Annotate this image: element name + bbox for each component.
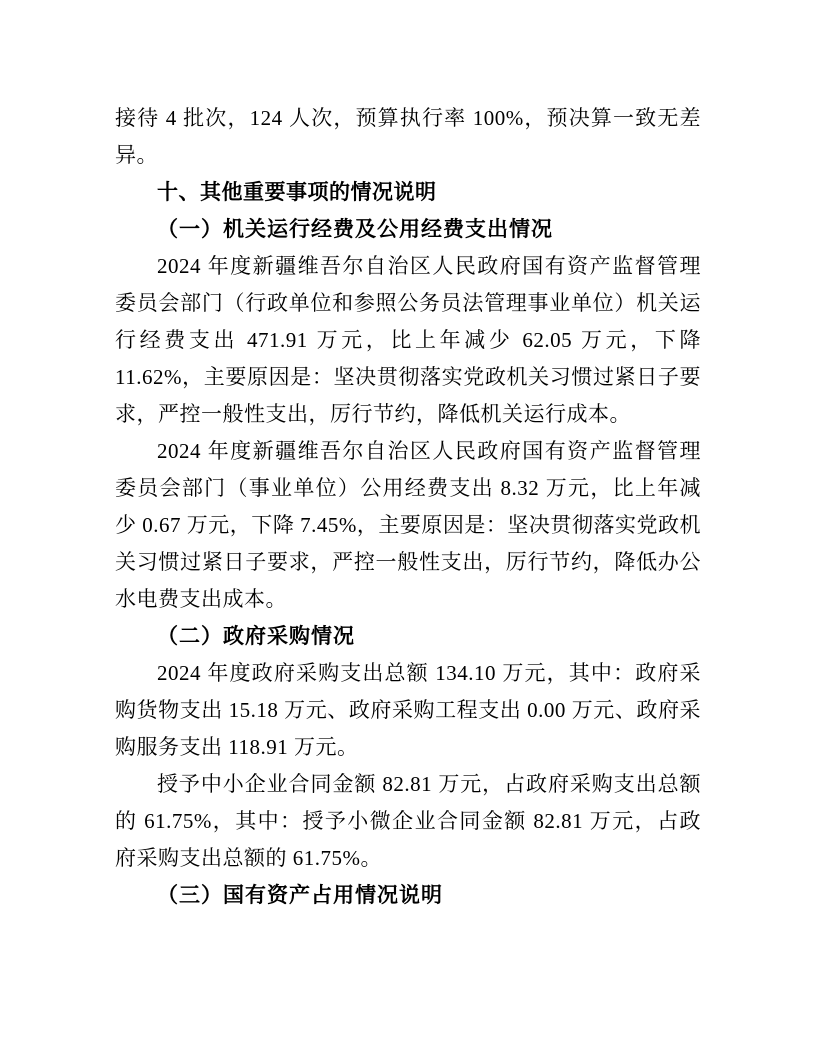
paragraph-sme-contract-amounts: 授予中小企业合同金额 82.81 万元，占政府采购支出总额的 61.75%，其中：授予小微企业合同金额 82.81 万元，占政府采购支出总额的 61.75%。 <box>115 772 701 870</box>
paragraph-agency-operating-expense: 2024 年度新疆维吾尔自治区人民政府国有资产监督管理委员会部门（行政单位和参照公务员法管理事业单位）机关运行经费支出 471.91 万元，比上年减少 62.05 万元，下降 11.62%，主要原因是：坚决贯彻落实党政机关习惯过紧日子要求，严控一般性支出，厉行节约，降低机关运行成本。 <box>115 254 701 426</box>
paragraph-reception-budget-execution: 接待 4 批次，124 人次，预算执行率 100%，预决算一致无差异。 <box>115 106 701 167</box>
document-body <box>115 100 701 914</box>
subsection-heading-operating-and-public-expense: （一）机关运行经费及公用经费支出情况 <box>157 217 553 241</box>
subsection-heading-government-procurement: （二）政府采购情况 <box>157 624 355 648</box>
subsection-heading-state-owned-assets: （三）国有资产占用情况说明 <box>157 883 443 907</box>
paragraph-procurement-totals: 2024 年度政府采购支出总额 134.10 万元，其中：政府采购货物支出 15.18 万元、政府采购工程支出 0.00 万元、政府采购服务支出 118.91 万元。 <box>115 661 701 759</box>
section-heading-other-important-matters: 十、其他重要事项的情况说明 <box>157 181 437 204</box>
paragraph-public-utility-expense: 2024 年度新疆维吾尔自治区人民政府国有资产监督管理委员会部门（事业单位）公用经费支出 8.32 万元，比上年减少 0.67 万元，下降 7.45%，主要原因是：坚决贯彻落实党政机关习惯过紧日子要求，严控一般性支出，厉行节约，降低办公水电费支出成本。 <box>115 439 701 611</box>
